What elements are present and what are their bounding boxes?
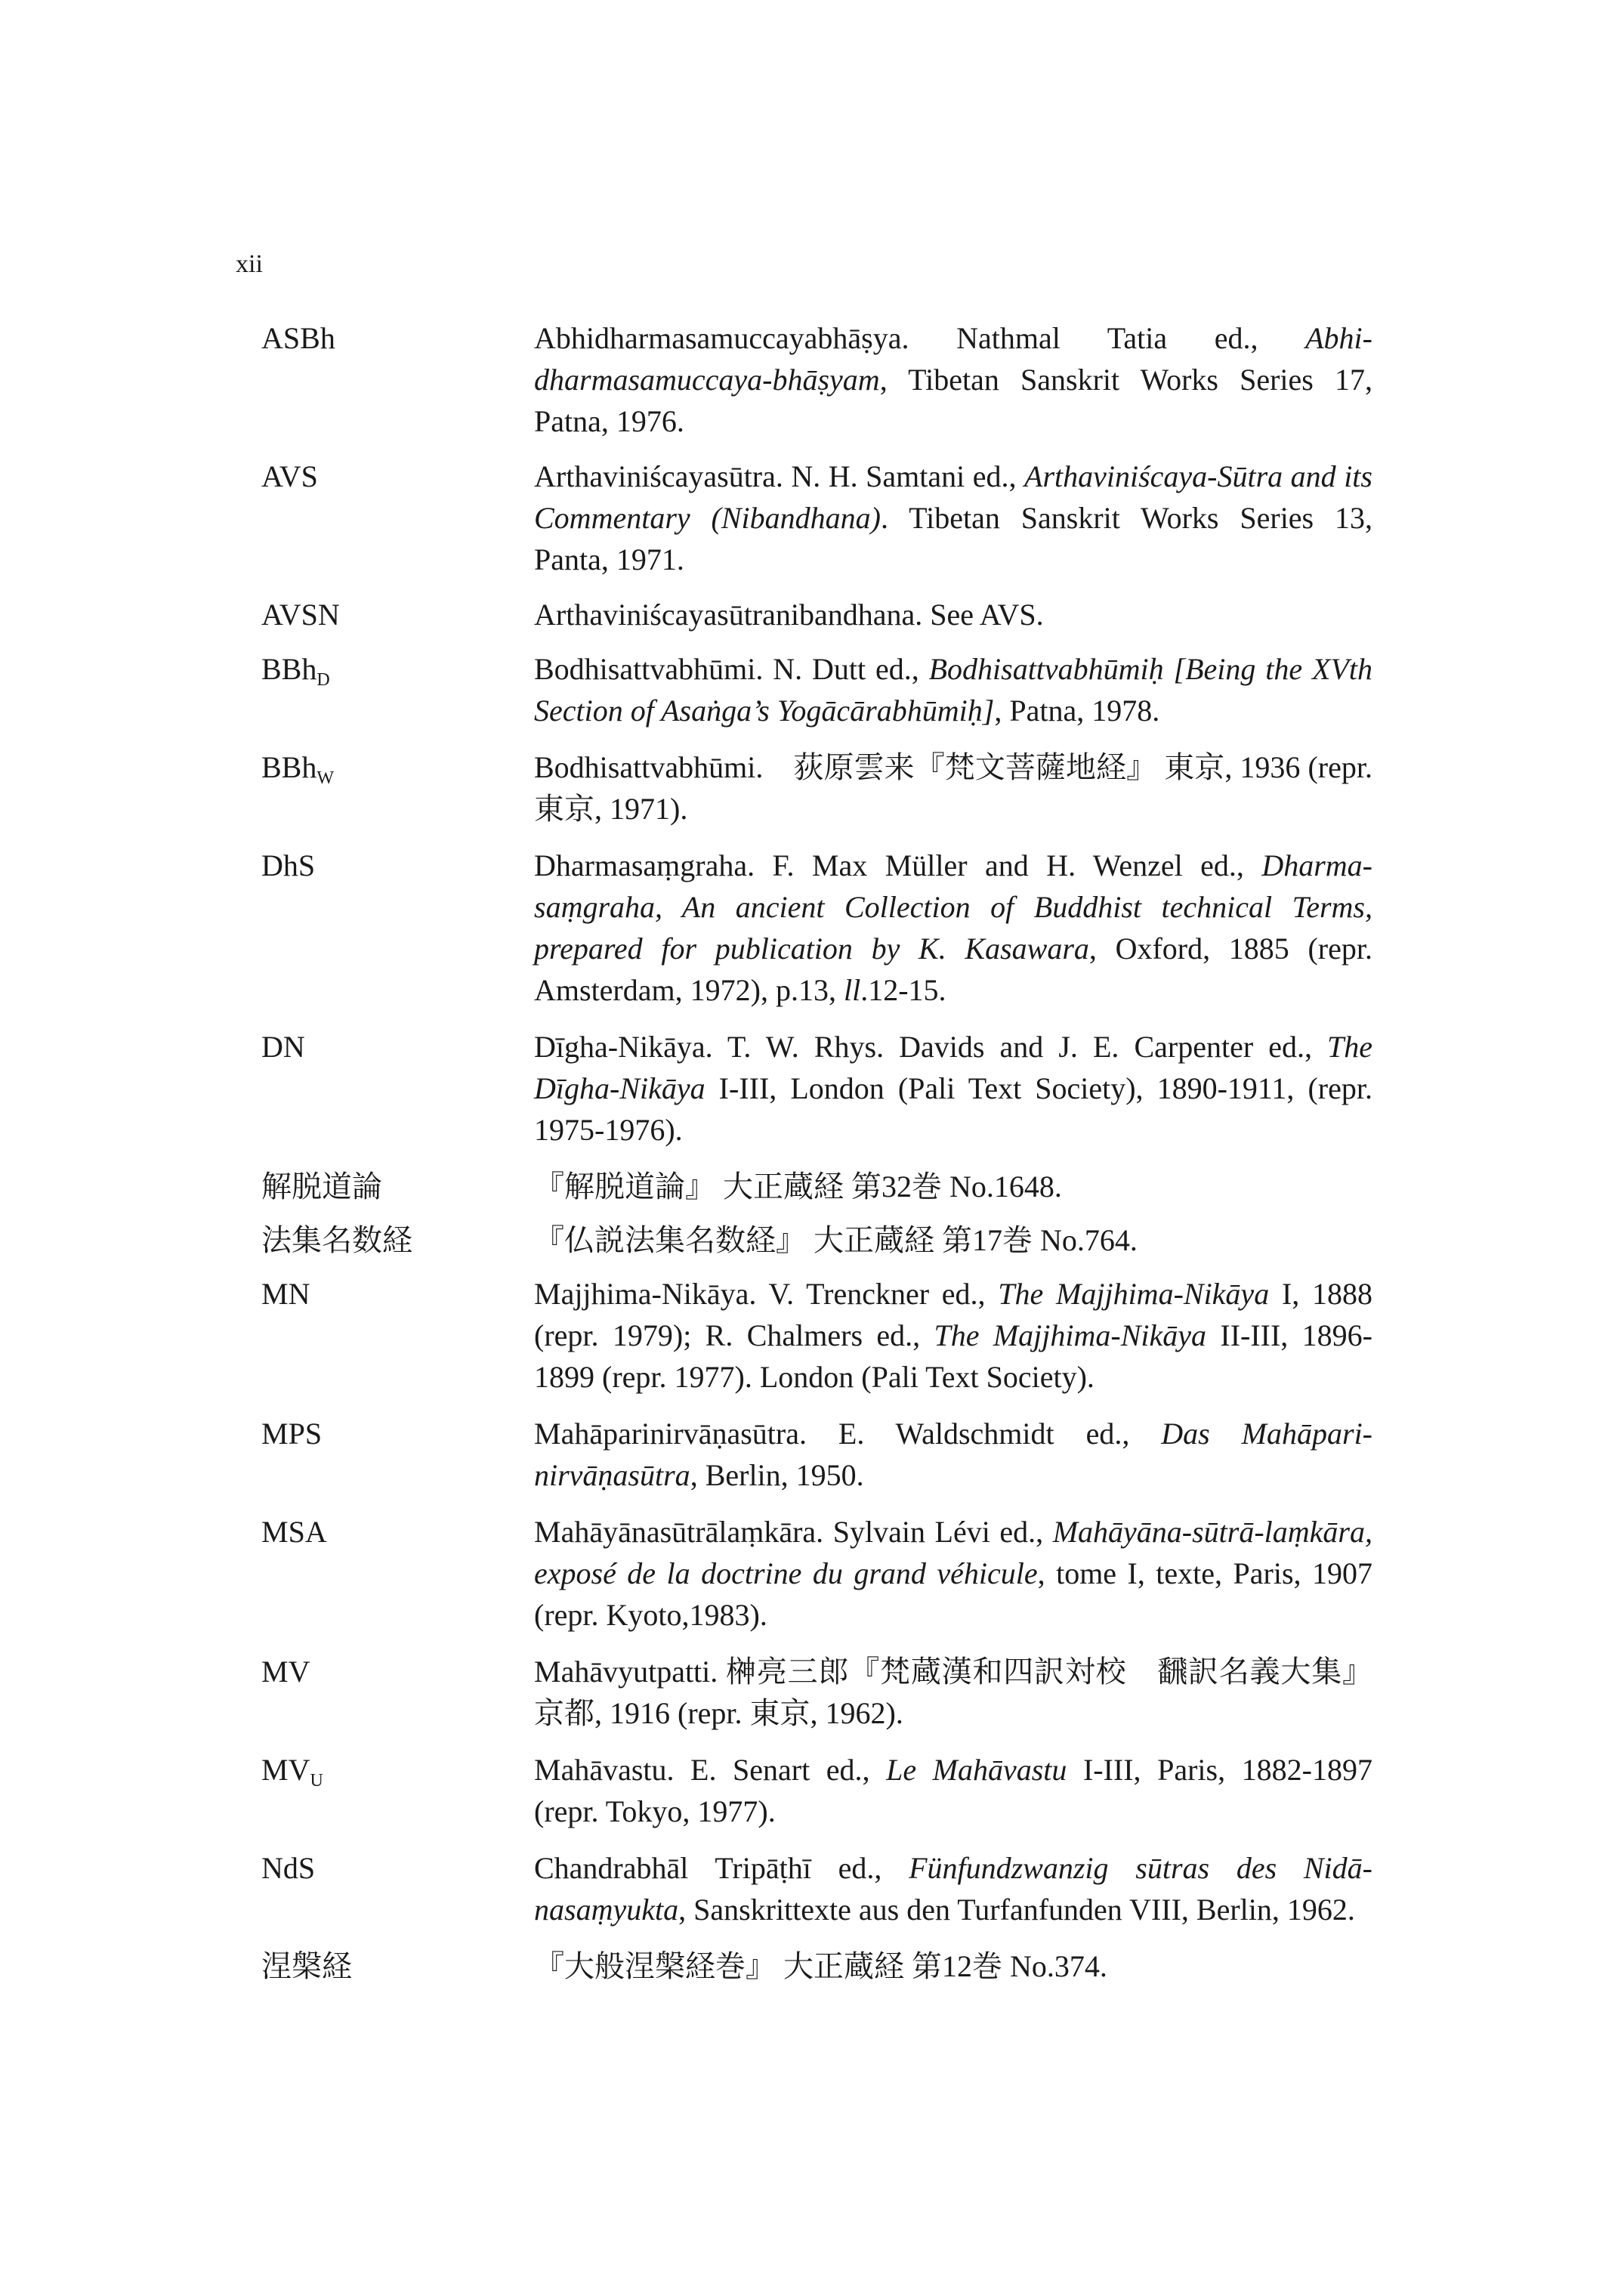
entry-dn xyxy=(261,1026,1394,1151)
entry-abbreviation: MN xyxy=(261,1277,310,1311)
entry-mv-u xyxy=(261,1749,1394,1832)
entry-description: Chandrabhāl Tripāṭhī ed., Fünfundzwanzig sūtras des Nidā-nasaṃyukta, Sanskrittexte aus den Turfanfunden VIII, Berlin, 1962. xyxy=(534,1851,1372,1927)
entry-abbreviation: 法集名数経 xyxy=(261,1223,412,1257)
entry-abbreviation: ASBh xyxy=(261,321,335,355)
entry-mv xyxy=(261,1651,1394,1734)
entry-description: Dīgha-Nikāya. T. W. Rhys. Davids and J. E. Carpenter ed., The Dīgha-Nikāya I-III, London (Pali Text Society), 1890-1911, (repr. 1975-1976). xyxy=(534,1030,1372,1147)
entry-abbreviation: MPS xyxy=(261,1417,323,1451)
entry-abbreviation: DhS xyxy=(261,848,316,882)
entry-abbreviation: AVSN xyxy=(261,598,340,632)
entry-abbreviation: MV xyxy=(261,1655,310,1689)
entry-description: Dharmasaṃgraha. F. Max Müller and H. Wenzel ed., Dharma-saṃgraha, An ancient Collection of Buddhist technical Terms, prepared for publication by K. Kasawara, Oxford, 1885 (repr. Amsterdam, 1972), p.13, ll.12-15. xyxy=(534,848,1372,1007)
entry-abbreviation: 解脱道論 xyxy=(261,1170,382,1204)
entry-msa xyxy=(261,1511,1394,1636)
entry-abbreviation: NdS xyxy=(261,1851,316,1885)
entry-mps xyxy=(261,1413,1394,1496)
entry-nehangyo xyxy=(261,1945,1394,1987)
entry-description: Mahāyānasūtrālaṃkāra. Sylvain Lévi ed., Mahāyāna-sūtrā-laṃkāra, exposé de la doctrine du grand véhicule, tome I, texte, Paris, 1907 (repr. Kyoto,1983). xyxy=(534,1515,1372,1632)
entry-abbreviation: BBh$_W$ xyxy=(261,750,335,788)
entry-description: Mahāvyutpatti. 榊亮三郎『梵蔵漢和四訳対校 飜訳名義大集』 京都, 1916 (repr. 東京, 1962). xyxy=(534,1655,1372,1730)
entry-description: 『仏説法集名数経』 大正蔵経 第17巻 No.764. xyxy=(534,1223,1138,1257)
entry-abbreviation: DN xyxy=(261,1030,305,1064)
entry-description: Arthaviniścayasūtranibandhana. See AVS. xyxy=(534,598,1044,632)
entry-mn xyxy=(261,1273,1394,1398)
entry-avsn xyxy=(261,594,1394,635)
entry-bbh-w xyxy=(261,746,1394,830)
entry-abbreviation: BBh$_D$ xyxy=(261,652,330,690)
entry-description: 『解脱道論』 大正蔵経 第32巻 No.1648. xyxy=(534,1170,1062,1204)
entry-description: Mahāvastu. E. Senart ed., Le Mahāvastu I-III, Paris, 1882-1897 (repr. Tokyo, 1977). xyxy=(534,1753,1372,1828)
entry-dhs xyxy=(261,845,1394,1011)
entry-abbreviation: MSA xyxy=(261,1515,327,1549)
entry-abbreviation: 涅槃経 xyxy=(261,1949,352,1983)
entry-description: Bodhisattvabhūmi. N. Dutt ed., Bodhisattvabhūmiḥ [Being the XVth Section of Asaṅga’s Yogācārabhūmiḥ], Patna, 1978. xyxy=(534,652,1373,728)
entry-bbh-d xyxy=(261,648,1394,731)
entry-description: 『大般涅槃経巻』 大正蔵経 第12巻 No.374. xyxy=(534,1949,1107,1983)
entry-hoshumeisukyo xyxy=(261,1219,1394,1261)
entry-abbreviation: AVS xyxy=(261,459,318,493)
entry-asbh xyxy=(261,317,1394,442)
entry-avs xyxy=(261,456,1394,580)
entry-description: Abhidharmasamuccayabhāṣya. Nathmal Tatia ed., Abhi-dharmasamuccaya-bhāṣyam, Tibetan Sanskrit Works Series 17, Patna, 1976. xyxy=(534,321,1372,438)
abbreviation-list xyxy=(261,317,1394,1987)
entry-description: Arthaviniścayasūtra. N. H. Samtani ed., Arthaviniścaya-Sūtra and its Commentary (Nibandhana). Tibetan Sanskrit Works Series 13, Panta, 1971. xyxy=(534,459,1373,576)
entry-nds xyxy=(261,1847,1394,1930)
entry-description: Bodhisattvabhūmi. 荻原雲来『梵文菩薩地経』 東京, 1936 (repr. 東京, 1971). xyxy=(534,750,1372,826)
entry-description: Mahāparinirvāṇasūtra. E. Waldschmidt ed., Das Mahāpari-nirvāṇasūtra, Berlin, 1950. xyxy=(534,1417,1372,1492)
page-number: xii xyxy=(236,250,263,278)
entry-abbreviation: $MV_U$ xyxy=(261,1753,323,1791)
entry-gedatsudoron xyxy=(261,1166,1394,1207)
entry-description: Majjhima-Nikāya. V. Trenckner ed., The Majjhima-Nikāya I, 1888 (repr. 1979); R. Chalmers ed., The Majjhima-Nikāya II-III, 1896-1899 (repr. 1977). London (Pali Text Society). xyxy=(534,1277,1373,1394)
